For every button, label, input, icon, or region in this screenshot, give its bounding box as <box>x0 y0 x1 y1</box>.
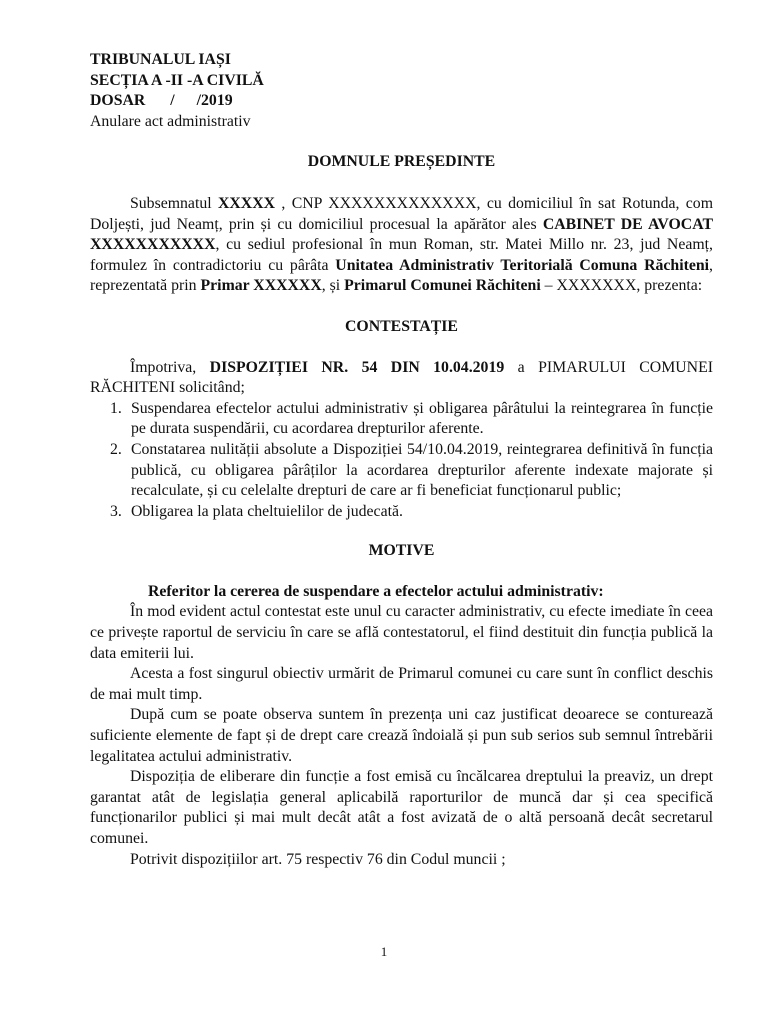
list-number: 3. <box>110 502 122 520</box>
contestatie-heading: CONTESTAȚIE <box>345 317 458 335</box>
lawyer-office: CABINET DE AVOCAT XXXXXXXXXXX <box>90 215 713 254</box>
case-label: DOSAR <box>90 92 146 110</box>
list-number: 2. <box>110 440 122 458</box>
list-number: 1. <box>110 399 122 417</box>
intro-text: Subsemnatul <box>130 194 218 212</box>
requests-list <box>110 399 713 523</box>
defendant-mayor: Primarul Comunei Răchiteni <box>344 277 541 295</box>
body-paragraph: După cum se poate observa suntem în prezența uni caz justificat deoarece se conturează suficiente elemente de fapt și de drept care crează îndoială și pun sub serios sub semnul întrebării legalitatea actului administrativ. <box>90 706 713 765</box>
intro-text: , și <box>321 277 345 295</box>
court-name: TRIBUNALUL IAȘI <box>90 51 231 68</box>
body-paragraph: Potrivit dispozițiilor art. 75 respectiv 76 din Codul muncii ; <box>130 850 506 868</box>
list-item-text: Constatarea nulității absolute a Dispoziției 54/10.04.2019, reintegrarea definitivă în funcția publică, cu obligarea pârâților la acordarea drepturilor aferente indexate majorate și recalculate, și cu celelalte drepturi de care ar fi beneficiat funcționarul public; <box>131 440 713 500</box>
intro-text: , reprezentată prin <box>90 256 713 295</box>
contested-act-paragraph <box>90 358 713 399</box>
plaintiff-name: XXXXX <box>217 194 276 212</box>
contested-act: DISPOZIȚIEI NR. 54 DIN 10.04.2019 <box>209 358 505 376</box>
defendant-unit: Unitatea Administrativ Teritorială Comuna Răchiteni <box>335 256 710 274</box>
list-item <box>110 399 713 440</box>
list-item-text: Suspendarea efectelor actului administrativ și obligarea pârâtului la reintegrarea în funcție pe durata suspendării, cu acordarea drepturilor aferente. <box>131 399 713 438</box>
contested-text: Împotriva, <box>130 358 210 376</box>
document-page <box>90 50 713 870</box>
case-number-value: / /2019 <box>170 92 233 110</box>
list-item <box>110 440 713 502</box>
document-header <box>90 50 713 132</box>
contested-text: a PIMARULUI COMUNEI RĂCHITENI solicitând; <box>90 358 713 397</box>
body-paragraph: Acesta a fost singurul obiectiv urmărit de Primarul comunei cu care sunt în conflict deschis de mai mult timp. <box>90 665 713 703</box>
motive-heading: MOTIVE <box>368 542 435 560</box>
salutation-heading: DOMNULE PREȘEDINTE <box>307 153 496 171</box>
intro-text: , CNP XXXXXXXXXXXXX, cu domiciliul în sat Rotunda, com Doljești, jud Neamț, prin și cu domiciliul procesual la apărător ales <box>90 194 713 233</box>
intro-text: , cu sediul profesional în mun Roman, str. Matei Millo nr. 23, jud Neamț, formulez în contradictoriu cu pârâta <box>90 236 713 274</box>
body-paragraph: În mod evident actul contestat este unul cu caracter administrativ, cu efecte imediate în ceea ce privește raportul de serviciu în care se află contestatorul, el fiind destituit din funcția publică la data emiterii lui. <box>90 603 713 662</box>
page-number: 1 <box>380 944 388 959</box>
case-number <box>90 91 713 112</box>
mayor-name: Primar XXXXXX <box>200 277 322 295</box>
court-section: SECȚIA A -II -A CIVILĂ <box>90 71 264 89</box>
list-item-text: Obligarea la plata cheltuielilor de judecată. <box>131 502 403 520</box>
case-subject: Anulare act administrativ <box>90 112 251 130</box>
subheading: Referitor la cererea de suspendare a efectelor actului administrativ: <box>148 582 604 600</box>
body-paragraph: Dispoziția de eliberare din funcție a fost emisă cu încălcarea dreptului la preaviz, un drept garantat atât de legislația general aplicabilă raporturilor de muncă dar și cea specifică funcționarilor publici și mai mult decât atât a fost avizată de o altă persoană decât secretarul comunei. <box>90 768 713 847</box>
intro-paragraph <box>90 194 713 297</box>
list-item <box>110 502 713 523</box>
intro-text: – XXXXXXX, prezenta: <box>540 277 703 295</box>
